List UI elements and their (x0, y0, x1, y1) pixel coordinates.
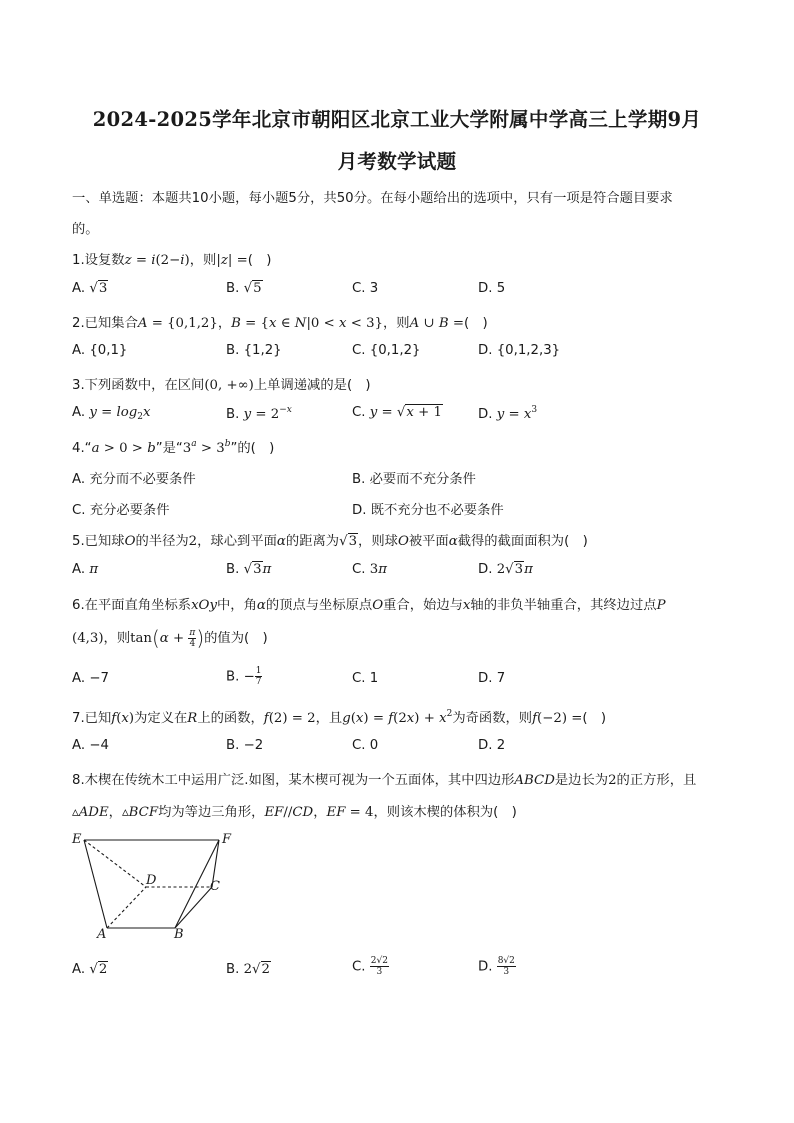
q8-option-b: B. 2√2 (226, 962, 270, 977)
question-3: 3.下列函数中，在区间(0, +∞)上单调递减的是( ) (72, 378, 371, 393)
label-a: A (97, 927, 107, 942)
q1-option-a: A. √3 (72, 281, 108, 296)
q4-option-b: B. 必要而不充分条件 (352, 472, 476, 487)
label-f: F (222, 832, 232, 847)
q1-option-c: C. 3 (352, 281, 379, 296)
q7-option-c: C. 0 (352, 738, 379, 753)
q2-option-d: D. {0,1,2,3} (478, 343, 561, 358)
edge-ad (107, 887, 146, 928)
q6-option-c: C. 1 (352, 671, 379, 686)
question-2: 2.已知集合A = {0,1,2}，B = {x ∈ N|0 < x < 3}，则A ∪ B =( ) (72, 316, 488, 331)
q2-option-a: A. {0,1} (72, 343, 128, 358)
q3-option-a: A. $y = \log_2x$ (72, 405, 151, 422)
section-instructions-line1: 一、单选题：本题共10小题，每小题5分，共50分。在每小题给出的选项中，只有一项是符合题目要求 (72, 191, 673, 206)
question-4: 4.“a > 0 > b”是“$3^a > 3^b$”的( ) (72, 439, 275, 456)
q6-option-d: D. 7 (478, 671, 506, 686)
question-6-line1: 6.在平面直角坐标系xOy中，角α的顶点与坐标原点O重合，始边与x轴的非负半轴重合，其终边过点P (72, 598, 666, 613)
q4-option-c: C. 充分必要条件 (72, 503, 170, 518)
question-7: 7.已知f(x)为定义在R上的函数，f(2) = 2，且$g(x) = f(2x) + x^2$为奇函数，则f(−2) =( ) (72, 709, 607, 726)
q6-option-a: A. −7 (72, 671, 109, 686)
q5-option-d: D. 2√3π (478, 562, 533, 577)
exam-title-line1: 2024-2025学年北京市朝阳区北京工业大学附属中学高三上学期9月 (92, 108, 702, 131)
label-e: E (72, 832, 82, 847)
q3-option-d: D. $y = x^3$ (478, 405, 538, 422)
q8-option-a: A. √2 (72, 962, 108, 977)
q5-option-a: A. π (72, 562, 99, 577)
q8-option-d: D. $\frac{8√2}{3}$ (478, 956, 515, 977)
label-d: D (146, 873, 157, 888)
q3-option-c: C. y = √x + 1 (352, 405, 442, 420)
q5-option-b: B. √3π (226, 562, 272, 577)
q3-option-b: B. $y = 2^{-x}$ (226, 405, 292, 422)
q4-option-a: A. 充分而不必要条件 (72, 472, 196, 487)
q7-option-d: D. 2 (478, 738, 506, 753)
question-8-line1: 8.木楔在传统木工中运用广泛.如图，某木楔可视为一个五面体，其中四边形ABCD是边长为2的正方形，且 (72, 773, 697, 788)
question-6-line2: (4,3)，则tan(α + $\frac{\pi}{4}$ )的值为( ) (72, 626, 268, 650)
exam-title-line2: 月考数学试题 (337, 150, 457, 173)
section-instructions-line2: 的。 (72, 222, 99, 237)
wedge-figure (64, 826, 244, 948)
q7-option-a: A. −4 (72, 738, 109, 753)
label-b: B (174, 927, 184, 942)
q8-option-c: C. $\frac{2√2}{3}$ (352, 956, 388, 977)
edge-bc (175, 887, 212, 928)
q5-option-c: C. 3π (352, 562, 387, 577)
edge-ea (84, 840, 107, 928)
edge-ed (84, 840, 146, 887)
q2-option-c: C. {0,1,2} (352, 343, 421, 358)
q1-option-b: B. √5 (226, 281, 262, 296)
q2-option-b: B. {1,2} (226, 343, 282, 358)
question-8-line2: ▵ADE，▵BCF均为等边三角形，EF//CD，EF = 4，则该木楔的体积为( ) (72, 805, 517, 820)
q1-option-d: D. 5 (478, 281, 506, 296)
question-1: 1.设复数z = i(2−i)，则|z| =( ) (72, 253, 272, 268)
q7-option-b: B. −2 (226, 738, 264, 753)
label-c: C (210, 879, 220, 894)
q6-option-b: B. − $\frac{1}{7}$ (226, 666, 262, 687)
question-5: 5.已知球O的半径为2，球心到平面α的距离为√3，则球O被平面α截得的截面面积为( ) (72, 534, 588, 549)
q4-option-d: D. 既不充分也不必要条件 (352, 503, 504, 518)
